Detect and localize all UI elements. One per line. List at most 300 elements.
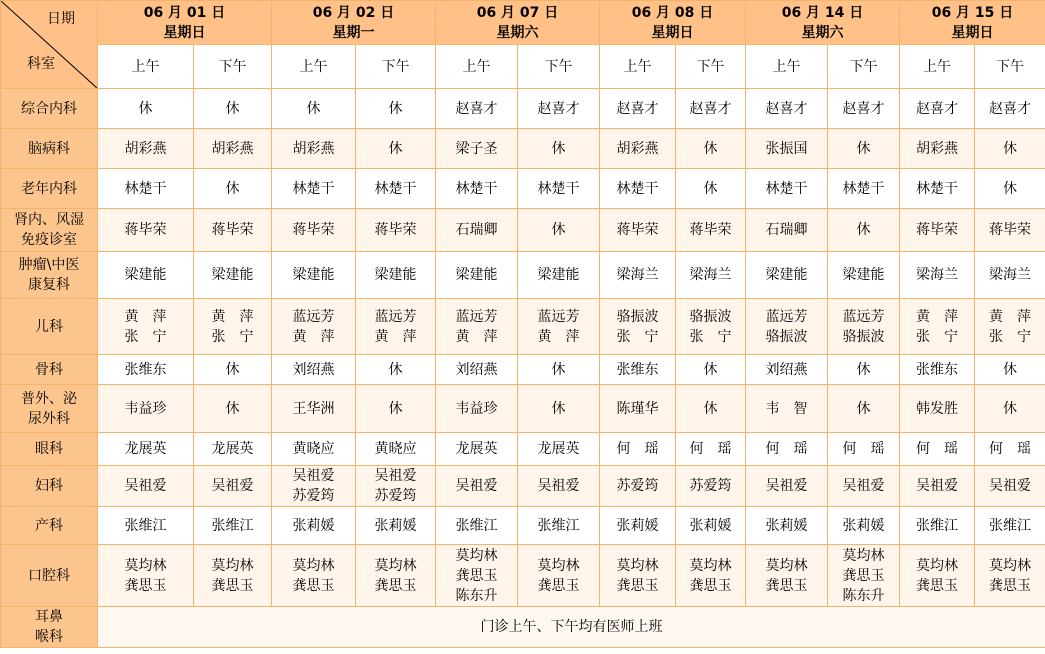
doctor-name: 梁海兰	[916, 267, 958, 283]
afternoon-header: 下午	[975, 45, 1045, 89]
doctor-name: 石瑞卿	[455, 222, 498, 238]
schedule-cell	[900, 209, 975, 252]
doctor-name: 莫均林	[211, 557, 254, 574]
schedule-cell	[98, 355, 194, 385]
doctor-name: 赵喜才	[455, 100, 498, 117]
doctor-name: 梁海兰	[689, 267, 732, 283]
department-line: 免疫诊室	[21, 232, 77, 248]
schedule-cell	[272, 209, 356, 252]
doctor-name: 休	[388, 361, 403, 378]
schedule-cell	[98, 466, 194, 507]
schedule-cell	[194, 252, 272, 299]
schedule-cell	[436, 252, 518, 299]
doctor-name: 骆振波	[842, 328, 885, 345]
doctor-name: 休	[306, 100, 321, 117]
doctor-name: 苏爱筠	[616, 478, 659, 494]
schedule-cell	[600, 545, 676, 607]
doctor-name: 陈东升	[842, 587, 885, 604]
schedule-cell	[828, 252, 900, 299]
doctor-name: 休	[1003, 361, 1017, 378]
date-header	[272, 1, 436, 45]
schedule-cell	[436, 385, 518, 433]
doctor-name: 龚思玉	[616, 577, 659, 594]
doctor-name: 吴祖爱	[455, 478, 498, 494]
schedule-cell	[828, 89, 900, 129]
doctor-name: 休	[388, 100, 403, 117]
date-header	[600, 1, 746, 45]
morning-header: 上午	[746, 45, 828, 89]
schedule-cell	[676, 545, 746, 607]
doctor-name: 黄 萍	[537, 328, 580, 345]
department-line: 康复科	[28, 277, 70, 293]
doctor-name: 莫均林	[765, 557, 808, 574]
schedule-cell	[676, 89, 746, 129]
schedule-cell	[900, 433, 975, 466]
morning-header: 上午	[600, 45, 676, 89]
schedule-cell	[975, 299, 1045, 355]
weekday-text: 星期一	[332, 24, 375, 41]
weekday-text: 星期日	[651, 24, 694, 41]
schedule-cell	[600, 507, 676, 545]
table-row	[1, 89, 1045, 129]
schedule-cell	[194, 545, 272, 607]
schedule-cell	[356, 433, 436, 466]
table-row	[1, 545, 1045, 607]
table-row	[1, 355, 1045, 385]
schedule-cell	[518, 507, 600, 545]
schedule-cell	[436, 169, 518, 209]
doctor-name: 休	[225, 361, 240, 378]
doctor-name: 张维江	[124, 517, 167, 534]
doctor-name: 韦益珍	[124, 400, 167, 417]
doctor-name: 休	[1003, 180, 1017, 197]
doctor-name: 张 宁	[616, 328, 659, 345]
doctor-name: 张莉媛	[842, 517, 885, 534]
schedule-cell	[828, 385, 900, 433]
schedule-cell	[900, 129, 975, 169]
doctor-name: 吴祖爱	[765, 478, 808, 494]
schedule-cell	[436, 209, 518, 252]
schedule-cell	[98, 433, 194, 466]
schedule-cell	[600, 385, 676, 433]
doctor-name: 黄 萍	[211, 308, 254, 325]
schedule-cell	[272, 355, 356, 385]
doctor-name: 骆振波	[616, 308, 659, 325]
doctor-name: 刘绍燕	[455, 361, 498, 378]
schedule-cell	[436, 433, 518, 466]
schedule-cell	[194, 466, 272, 507]
schedule-cell	[600, 433, 676, 466]
doctor-name: 休	[551, 222, 566, 238]
table-row	[1, 466, 1045, 507]
schedule-cell	[600, 209, 676, 252]
schedule-cell	[600, 169, 676, 209]
doctor-name: 梁建能	[211, 267, 254, 283]
schedule-cell	[975, 507, 1045, 545]
department-line: 口腔科	[28, 567, 70, 584]
schedule-cell	[746, 545, 828, 607]
doctor-name: 龚思玉	[842, 567, 885, 584]
doctor-name: 张维江	[211, 517, 254, 534]
doctor-name: 休	[551, 400, 566, 417]
schedule-cell	[356, 89, 436, 129]
doctor-name: 吴祖爱	[124, 478, 167, 494]
doctor-name: 蒋毕荣	[916, 222, 958, 238]
schedule-cell	[356, 385, 436, 433]
doctor-name: 梁海兰	[616, 267, 659, 283]
doctor-name: 张莉媛	[616, 517, 659, 534]
doctor-name: 何 瑶	[989, 441, 1031, 457]
schedule-cell	[900, 545, 975, 607]
schedule-cell	[518, 89, 600, 129]
doctor-name: 龚思玉	[374, 577, 417, 594]
doctor-name: 赵喜才	[765, 100, 808, 117]
doctor-name: 胡彩燕	[616, 140, 659, 157]
schedule-cell	[975, 385, 1045, 433]
doctor-name: 林楚干	[842, 180, 885, 197]
schedule-cell	[98, 545, 194, 607]
doctor-name: 张维东	[124, 361, 167, 378]
date-header	[98, 1, 272, 45]
doctor-name: 吴祖爱	[916, 478, 958, 494]
doctor-name: 黄 萍	[455, 328, 498, 345]
doctor-name: 休	[856, 140, 871, 157]
morning-header: 上午	[98, 45, 194, 89]
doctor-name: 休	[703, 361, 718, 378]
department-line: 普外、泌	[21, 390, 77, 407]
schedule-cell	[975, 169, 1045, 209]
schedule-cell	[600, 299, 676, 355]
doctor-name: 张 宁	[124, 328, 167, 345]
doctor-name: 赵喜才	[842, 100, 885, 117]
doctor-name: 莫均林	[537, 557, 580, 574]
weekday-text: 星期六	[496, 24, 539, 41]
schedule-cell	[900, 466, 975, 507]
table-row	[1, 607, 1045, 648]
schedule-cell	[272, 466, 356, 507]
schedule-cell	[600, 89, 676, 129]
schedule-cell	[518, 129, 600, 169]
doctor-name: 蓝远芳	[537, 308, 580, 325]
doctor-name: 林楚干	[455, 180, 498, 197]
doctor-name: 苏爱筠	[374, 488, 417, 504]
doctor-name: 胡彩燕	[292, 140, 335, 157]
schedule-cell	[436, 355, 518, 385]
doctor-name: 蓝远芳	[292, 308, 335, 325]
afternoon-header: 下午	[828, 45, 900, 89]
doctor-name: 苏爱筠	[689, 478, 732, 494]
doctor-name: 张维江	[455, 517, 498, 534]
doctor-name: 蓝远芳	[842, 308, 885, 325]
schedule-cell	[746, 89, 828, 129]
doctor-name: 韦益珍	[455, 400, 498, 417]
schedule-cell	[194, 209, 272, 252]
doctor-name: 林楚干	[765, 180, 808, 197]
doctor-name: 张振国	[765, 140, 808, 157]
doctor-name: 赵喜才	[916, 100, 958, 117]
schedule-cell	[436, 466, 518, 507]
schedule-cell	[272, 89, 356, 129]
doctor-name: 黄晓应	[292, 441, 335, 457]
date-header	[746, 1, 900, 45]
doctor-name: 休	[1003, 140, 1017, 157]
schedule-cell	[975, 252, 1045, 299]
doctor-name: 龙展英	[124, 441, 167, 457]
department-name	[1, 299, 98, 355]
schedule-cell	[600, 355, 676, 385]
doctor-name: 莫均林	[455, 547, 498, 564]
doctor-name: 梁建能	[842, 267, 885, 283]
department-name	[1, 209, 98, 252]
schedule-cell	[676, 252, 746, 299]
doctor-name: 吴祖爱	[537, 478, 580, 494]
doctor-name: 莫均林	[616, 557, 659, 574]
schedule-cell	[900, 355, 975, 385]
department-line: 尿外科	[28, 410, 70, 427]
doctor-name: 骆振波	[689, 308, 732, 325]
schedule-cell	[518, 355, 600, 385]
doctor-name: 蒋毕荣	[292, 222, 335, 238]
department-line: 眼科	[35, 441, 63, 457]
schedule-cell	[356, 129, 436, 169]
department-line: 综合内科	[21, 100, 77, 117]
department-name	[1, 169, 98, 209]
doctor-name: 张 宁	[989, 328, 1031, 345]
doctor-name: 蓝远芳	[374, 308, 417, 325]
doctor-name: 梁建能	[124, 267, 167, 283]
department-line: 脑病科	[28, 140, 70, 157]
doctor-name: 龙展英	[537, 441, 580, 457]
doctor-name: 黄 萍	[292, 328, 335, 345]
doctor-name: 休	[225, 400, 240, 417]
schedule-cell	[676, 466, 746, 507]
afternoon-header: 下午	[518, 45, 600, 89]
schedule-cell	[746, 209, 828, 252]
schedule-cell	[746, 355, 828, 385]
doctor-name: 蒋毕荣	[989, 222, 1031, 238]
schedule-cell	[900, 252, 975, 299]
doctor-name: 何 瑶	[689, 441, 732, 457]
doctor-name: 何 瑶	[842, 441, 885, 457]
doctor-name: 龚思玉	[124, 577, 167, 594]
department-name	[1, 252, 98, 299]
doctor-name: 蒋毕荣	[616, 222, 659, 238]
doctor-name: 蓝远芳	[455, 308, 498, 325]
schedule-cell	[518, 466, 600, 507]
doctor-name: 张莉媛	[765, 517, 808, 534]
schedule-cell	[975, 545, 1045, 607]
doctor-name: 龚思玉	[765, 577, 808, 594]
doctor-name: 胡彩燕	[124, 140, 167, 157]
doctor-name: 黄 萍	[374, 328, 417, 345]
schedule-cell	[975, 466, 1045, 507]
doctor-name: 休	[551, 361, 566, 378]
afternoon-header: 下午	[676, 45, 746, 89]
doctor-name: 张 宁	[916, 328, 958, 345]
schedule-cell	[828, 507, 900, 545]
schedule-cell	[436, 89, 518, 129]
doctor-name: 赵喜才	[616, 100, 659, 117]
doctor-name: 黄 萍	[916, 308, 958, 325]
table-row	[1, 299, 1045, 355]
doctor-name: 休	[225, 180, 240, 197]
schedule-cell	[900, 385, 975, 433]
schedule-cell	[600, 466, 676, 507]
date-header	[436, 1, 600, 45]
schedule-cell	[272, 252, 356, 299]
schedule-cell	[518, 433, 600, 466]
doctor-name: 蒋毕荣	[374, 222, 417, 238]
doctor-name: 莫均林	[989, 557, 1031, 574]
doctor-name: 蒋毕荣	[124, 222, 167, 238]
schedule-cell	[676, 169, 746, 209]
schedule-cell	[746, 507, 828, 545]
schedule-cell	[436, 129, 518, 169]
date-text: 06 月 07 日	[476, 4, 559, 21]
weekday-text: 星期日	[951, 24, 994, 41]
schedule-cell	[828, 466, 900, 507]
doctor-name: 梁海兰	[989, 267, 1031, 283]
schedule-cell	[98, 507, 194, 545]
doctor-name: 石瑞卿	[765, 222, 808, 238]
doctor-name: 张 宁	[689, 328, 732, 345]
schedule-cell	[194, 385, 272, 433]
schedule-cell	[272, 507, 356, 545]
schedule-cell	[272, 433, 356, 466]
doctor-name: 陈瑾华	[616, 400, 659, 417]
doctor-name: 蒋毕荣	[689, 222, 732, 238]
schedule-cell	[900, 299, 975, 355]
schedule-cell	[518, 299, 600, 355]
schedule-cell	[518, 385, 600, 433]
schedule-cell	[746, 169, 828, 209]
department-name	[1, 129, 98, 169]
doctor-name: 韦 智	[765, 400, 808, 417]
schedule-cell	[518, 169, 600, 209]
schedule-cell	[272, 299, 356, 355]
schedule-cell	[676, 385, 746, 433]
doctor-name: 休	[388, 400, 403, 417]
doctor-name: 休	[856, 400, 871, 417]
schedule-cell	[828, 355, 900, 385]
schedule-cell	[98, 385, 194, 433]
weekday-text: 星期日	[163, 24, 206, 41]
doctor-name: 林楚干	[916, 180, 958, 197]
doctor-name: 黄晓应	[374, 441, 417, 457]
schedule-cell	[356, 545, 436, 607]
doctor-name: 梁建能	[292, 267, 335, 283]
schedule-cell	[975, 129, 1045, 169]
doctor-name: 胡彩燕	[916, 140, 958, 157]
doctor-name: 龚思玉	[916, 577, 958, 594]
schedule-cell	[194, 507, 272, 545]
doctor-name: 张莉媛	[374, 517, 417, 534]
schedule-cell	[518, 545, 600, 607]
doctor-name: 张维江	[537, 517, 580, 534]
doctor-name: 休	[703, 180, 718, 197]
doctor-name: 休	[225, 100, 240, 117]
doctor-name: 张莉媛	[292, 517, 335, 534]
doctor-name: 吴祖爱	[842, 478, 885, 494]
table-row	[1, 433, 1045, 466]
schedule-cell	[436, 507, 518, 545]
schedule-cell	[900, 89, 975, 129]
doctor-name: 吴祖爱	[989, 478, 1031, 494]
schedule-cell	[98, 252, 194, 299]
schedule-cell	[676, 355, 746, 385]
doctor-name: 何 瑶	[765, 441, 808, 457]
schedule-cell	[828, 545, 900, 607]
doctor-name: 何 瑶	[616, 441, 659, 457]
schedule-cell	[356, 299, 436, 355]
schedule-cell	[828, 129, 900, 169]
weekday-text: 星期六	[801, 24, 844, 41]
schedule-cell	[356, 507, 436, 545]
schedule-cell	[975, 89, 1045, 129]
schedule-cell	[98, 209, 194, 252]
schedule-cell	[600, 129, 676, 169]
schedule-cell	[98, 89, 194, 129]
doctor-name: 蓝远芳	[765, 308, 808, 325]
table-row	[1, 169, 1045, 209]
doctor-name: 苏爱筠	[292, 488, 335, 504]
doctor-name: 莫均林	[916, 557, 958, 574]
schedule-cell	[975, 433, 1045, 466]
doctor-name: 刘绍燕	[765, 361, 808, 378]
doctor-name: 龙展英	[455, 441, 498, 457]
doctor-name: 胡彩燕	[211, 140, 254, 157]
department-name	[1, 385, 98, 433]
schedule-cell	[828, 169, 900, 209]
doctor-name: 吴祖爱	[292, 468, 335, 484]
table-row	[1, 252, 1045, 299]
doctor-name: 龚思玉	[689, 577, 732, 594]
department-line: 耳鼻	[35, 609, 63, 625]
schedule-cell	[98, 129, 194, 169]
doctor-name: 林楚干	[616, 180, 659, 197]
doctor-name: 林楚干	[374, 180, 417, 197]
schedule-cell	[676, 299, 746, 355]
schedule-cell	[518, 209, 600, 252]
department-line: 产科	[35, 517, 63, 534]
department-name	[1, 507, 98, 545]
doctor-name: 吴祖爱	[211, 478, 254, 494]
department-name	[1, 545, 98, 607]
date-text: 06 月 08 日	[631, 4, 714, 21]
doctor-name: 梁建能	[374, 267, 417, 283]
schedule-cell	[746, 385, 828, 433]
schedule-cell	[356, 252, 436, 299]
doctor-name: 黄 萍	[124, 308, 167, 325]
date-text: 06 月 14 日	[781, 4, 864, 21]
schedule-cell	[900, 169, 975, 209]
schedule-cell	[828, 299, 900, 355]
schedule-cell	[746, 433, 828, 466]
doctor-name: 莫均林	[842, 547, 885, 564]
doctor-name: 林楚干	[292, 180, 335, 197]
doctor-name: 莫均林	[374, 557, 417, 574]
schedule-cell	[676, 209, 746, 252]
doctor-name: 林楚干	[537, 180, 580, 197]
table-row	[1, 209, 1045, 252]
doctor-name: 梁建能	[455, 267, 498, 283]
doctor-name: 休	[551, 140, 566, 157]
department-line: 肿瘤\中医	[18, 257, 80, 273]
date-column-label: 日期	[47, 11, 75, 27]
doctor-name: 赵喜才	[989, 100, 1031, 117]
doctor-name: 龚思玉	[989, 577, 1031, 594]
schedule-cell	[746, 129, 828, 169]
